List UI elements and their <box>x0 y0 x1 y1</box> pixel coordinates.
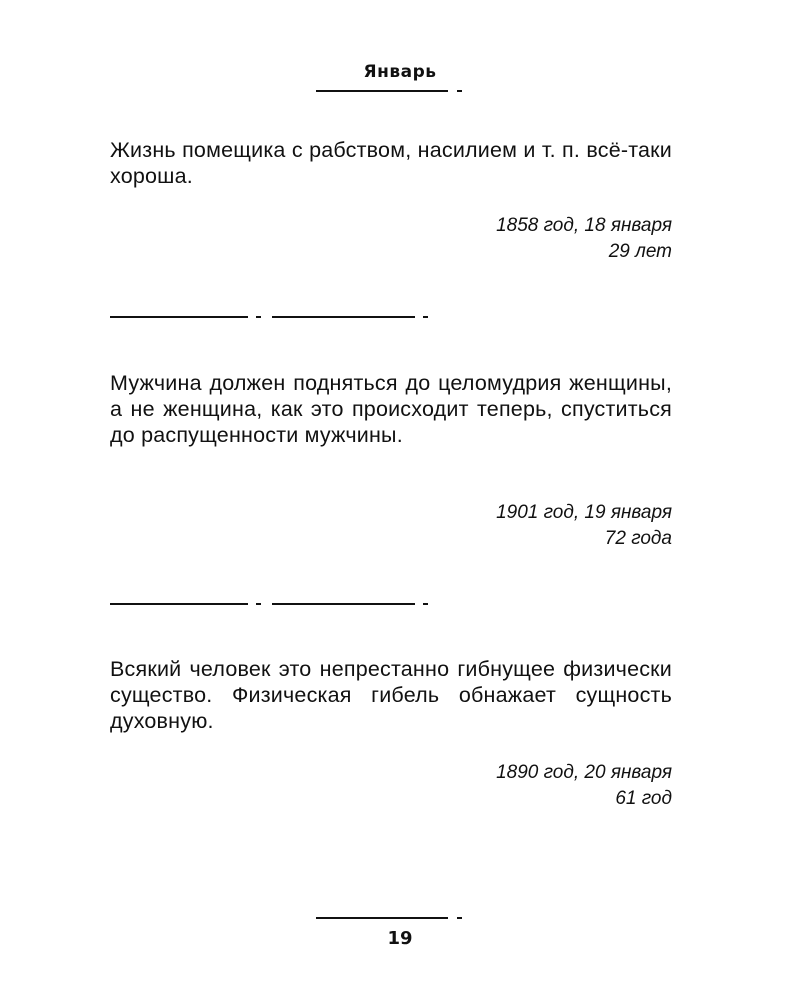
running-header <box>0 62 800 82</box>
entry-date: 1901 год, 19 января <box>496 502 672 523</box>
entry-meta <box>110 760 672 812</box>
entry-date: 1858 год, 18 января <box>496 215 672 236</box>
entry-date: 1890 год, 20 января <box>496 762 672 783</box>
entry-meta <box>110 500 672 552</box>
page-title: Январь <box>363 62 437 82</box>
entry-age: 29 лет <box>608 241 672 262</box>
entry-text: Жизнь помещика с рабством, насилием и т. п. всё-таки хороша. <box>110 138 672 188</box>
section-divider <box>110 316 425 318</box>
section-divider <box>110 603 425 605</box>
entry-age: 72 года <box>604 528 672 549</box>
footer-divider <box>316 917 466 919</box>
header-divider <box>316 90 466 92</box>
entry-age: 61 год <box>615 788 672 809</box>
entry-meta <box>110 213 672 265</box>
entry-text: Мужчина должен подняться до целомудрия женщины, а не женщина, как это происходит теперь, спуститься до распущенности мужчины. <box>110 371 672 447</box>
entry-text: Всякий человек это непрестанно гибнущее физически существо. Физическая гибель обнажает сущность духовную. <box>110 657 672 733</box>
page-number: 19 <box>387 928 413 949</box>
